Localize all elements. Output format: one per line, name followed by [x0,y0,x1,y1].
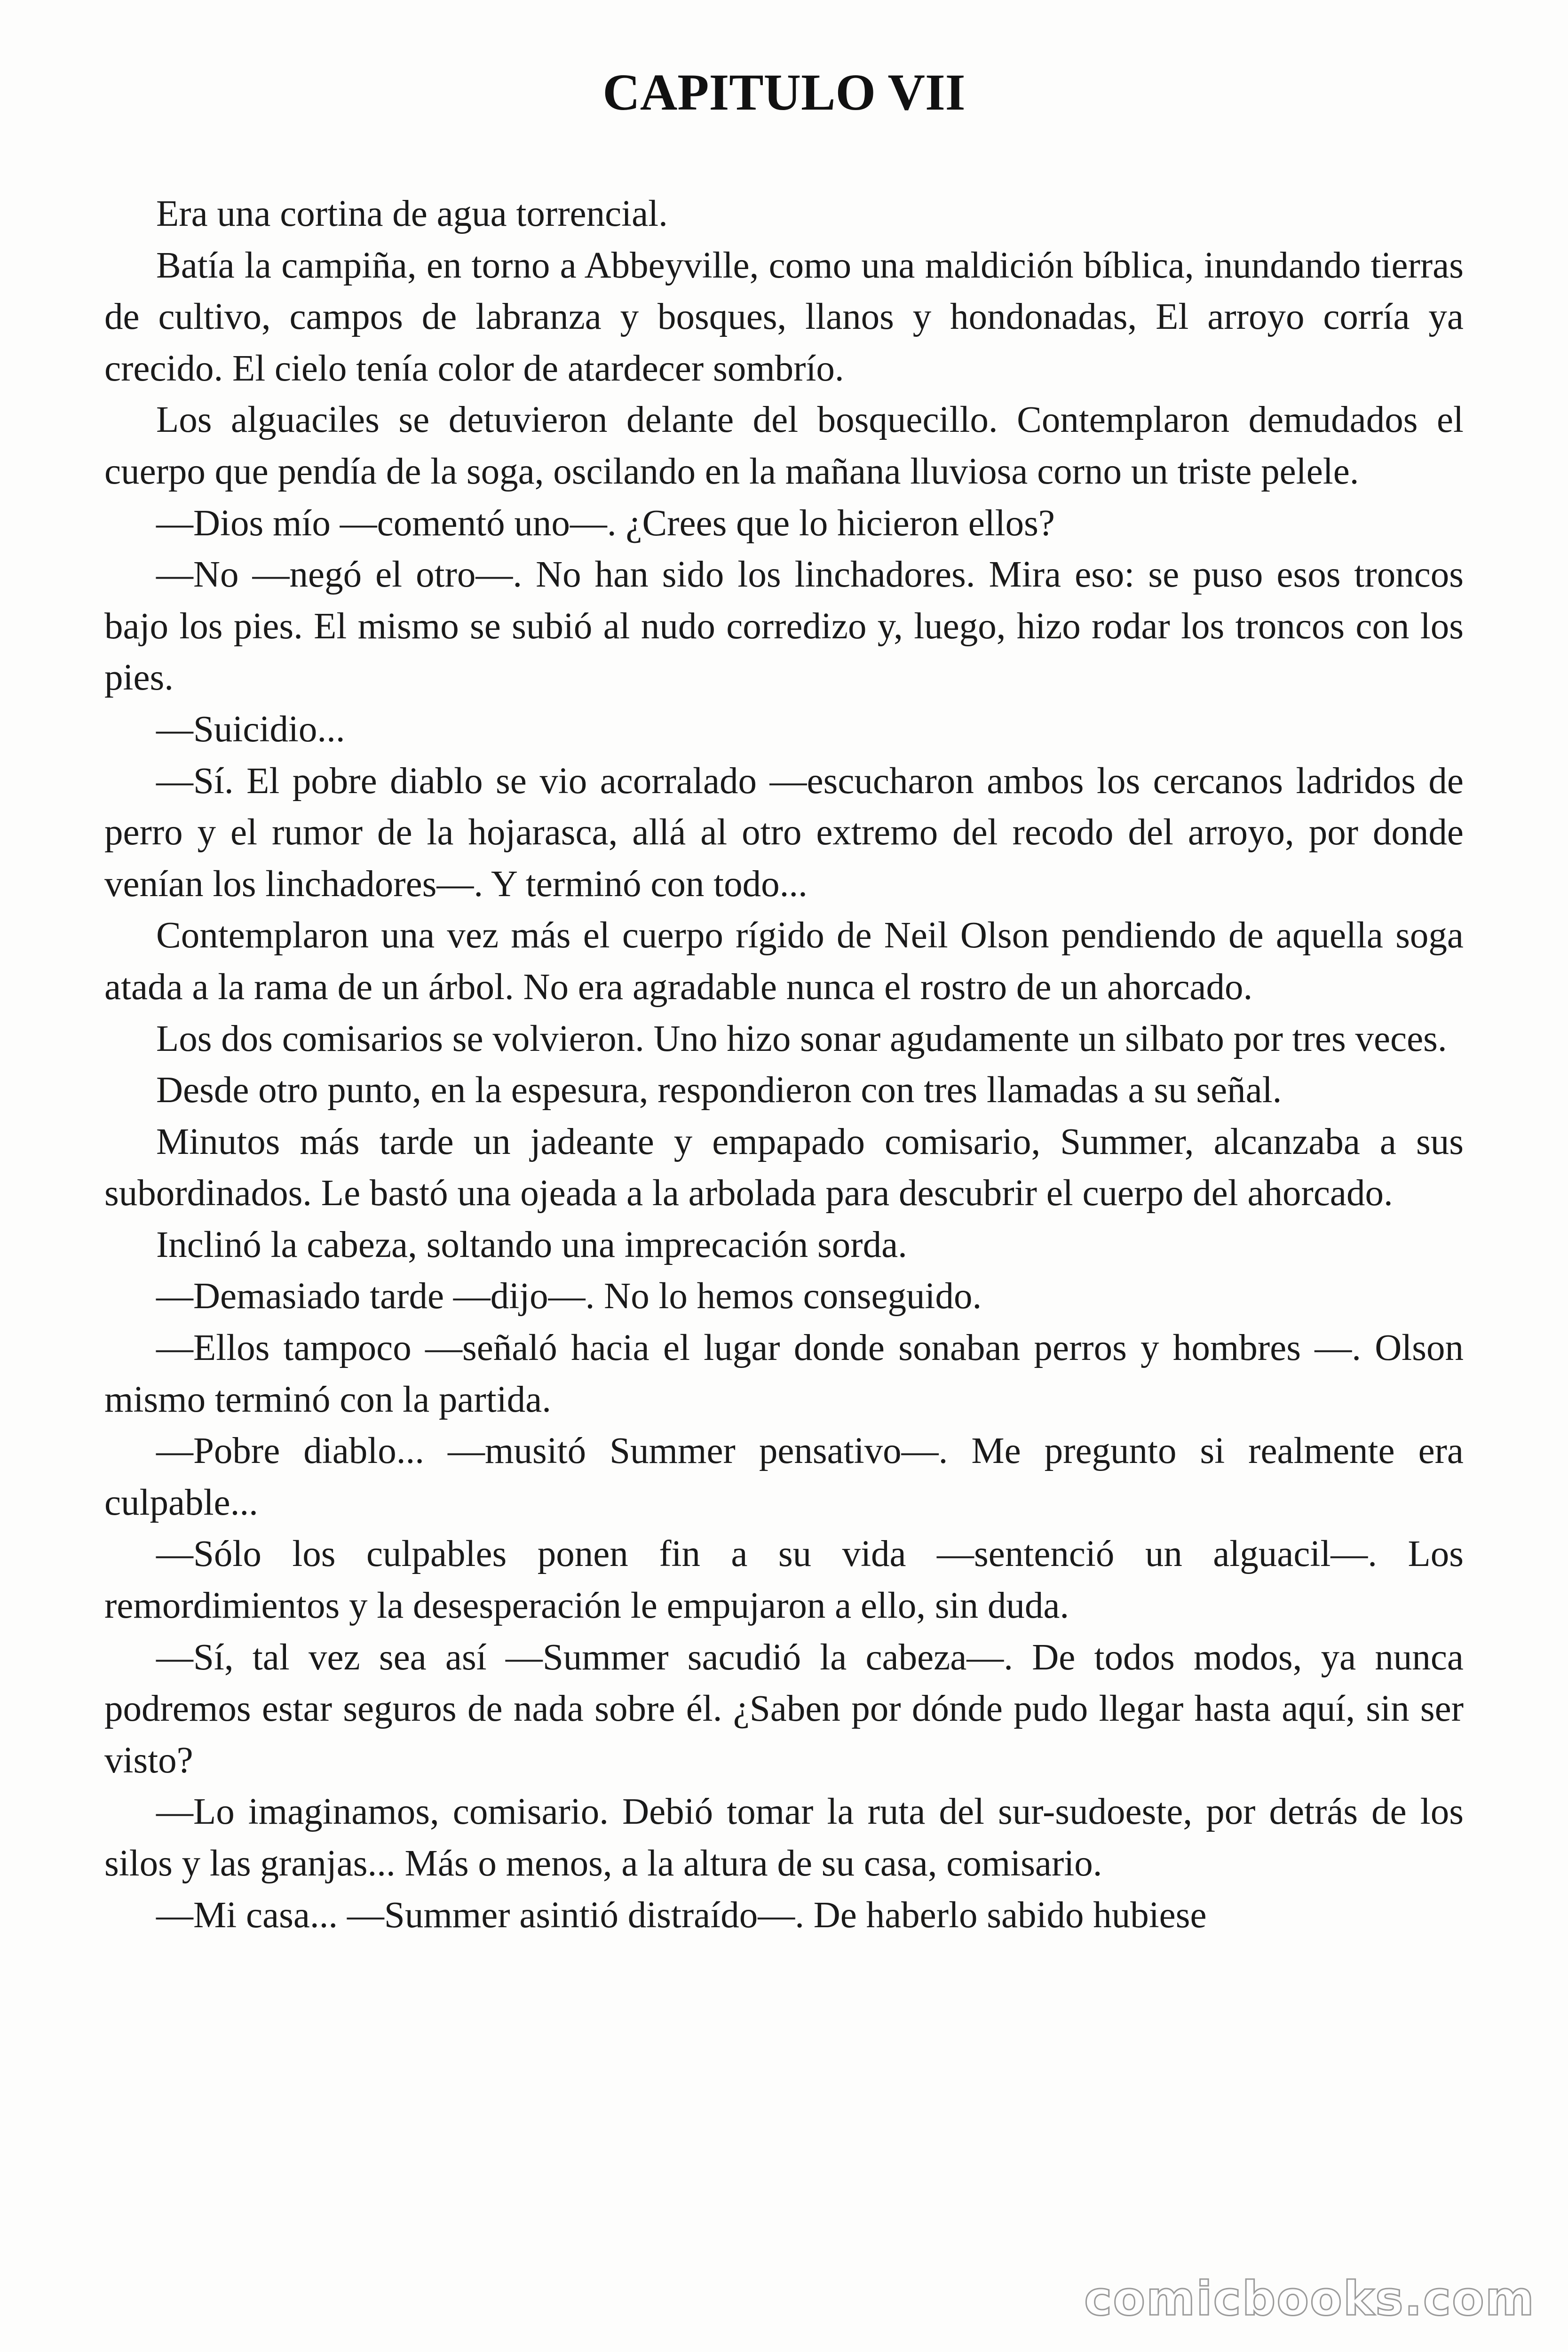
paragraph: Batía la campiña, en torno a Abbeyville, como una maldición bíblica, inundando tierras de cultivo, campos de labranza y bosques, llanos y hondonadas, El arroyo corría ya crecido. El cielo tenía color de atardecer sombrío. [104,245,1464,389]
watermark-logo: comicbooks.com [1084,2271,1535,2326]
chapter-body [104,188,1464,1941]
paragraph: Inclinó la cabeza, soltando una imprecación sorda. [156,1224,907,1265]
paragraph: —Ellos tampoco —señaló hacia el lugar donde sonaban perros y hombres —. Olson mismo terminó con la partida. [104,1327,1464,1420]
paragraph: —Demasiado tarde —dijo—. No lo hemos conseguido. [156,1276,982,1317]
chapter-title: CAPITULO VII [602,64,966,121]
paragraph: Minutos más tarde un jadeante y empapado comisario, Summer, alcanzaba a sus subordinados. Le bastó una ojeada a la arbolada para descubrir el cuerpo del ahorcado. [104,1121,1464,1214]
paragraph: Los dos comisarios se volvieron. Uno hizo sonar agudamente un silbato por tres veces. [156,1018,1447,1059]
paragraph: Era una cortina de agua torrencial. [156,193,668,234]
paragraph: —Dios mío —comentó uno—. ¿Crees que lo hicieron ellos? [156,502,1055,544]
paragraph: —Sí. El pobre diablo se vio acorralado —escucharon ambos los cercanos ladridos de perro y el rumor de la hojarasca, allá al otro extremo del recodo del arroyo, por donde venían los linchadores—. Y terminó con todo... [104,760,1464,905]
paragraph: —Sí, tal vez sea así —Summer sacudió la cabeza—. De todos modos, ya nunca podremos estar seguros de nada sobre él. ¿Saben por dónde pudo llegar hasta aquí, sin ser visto? [104,1637,1464,1781]
paragraph: —No —negó el otro—. No han sido los linchadores. Mira eso: se puso esos troncos bajo los pies. El mismo se subió al nudo corredizo y, luego, hizo rodar los troncos con los pies. [104,554,1464,699]
paragraph: —Mi casa... —Summer asintió distraído—. De haberlo sabido hubiese [156,1894,1207,1936]
paragraph: —Suicidio... [156,708,345,750]
paragraph: Los alguaciles se detuvieron delante del bosquecillo. Contemplaron demudados el cuerpo que pendía de la soga, oscilando en la mañana lluviosa corno un triste pelele. [104,399,1464,492]
paragraph: Desde otro punto, en la espesura, respondieron con tres llamadas a su señal. [156,1070,1282,1111]
paragraph: —Sólo los culpables ponen fin a su vida —sentenció un alguacil—. Los remordimientos y la desesperación le empujaron a ello, sin duda. [104,1534,1464,1627]
paragraph: Contemplaron una vez más el cuerpo rígido de Neil Olson pendiendo de aquella soga atada a la rama de un árbol. No era agradable nunca el rostro de un ahorcado. [104,915,1464,1008]
paragraph: —Lo imaginamos, comisario. Debió tomar la ruta del sur-sudoeste, por detrás de los silos y las granjas... Más o menos, a la altura de su casa, comisario. [104,1791,1464,1884]
paragraph: —Pobre diablo... —musitó Summer pensativo—. Me pregunto si realmente era culpable... [104,1430,1464,1523]
